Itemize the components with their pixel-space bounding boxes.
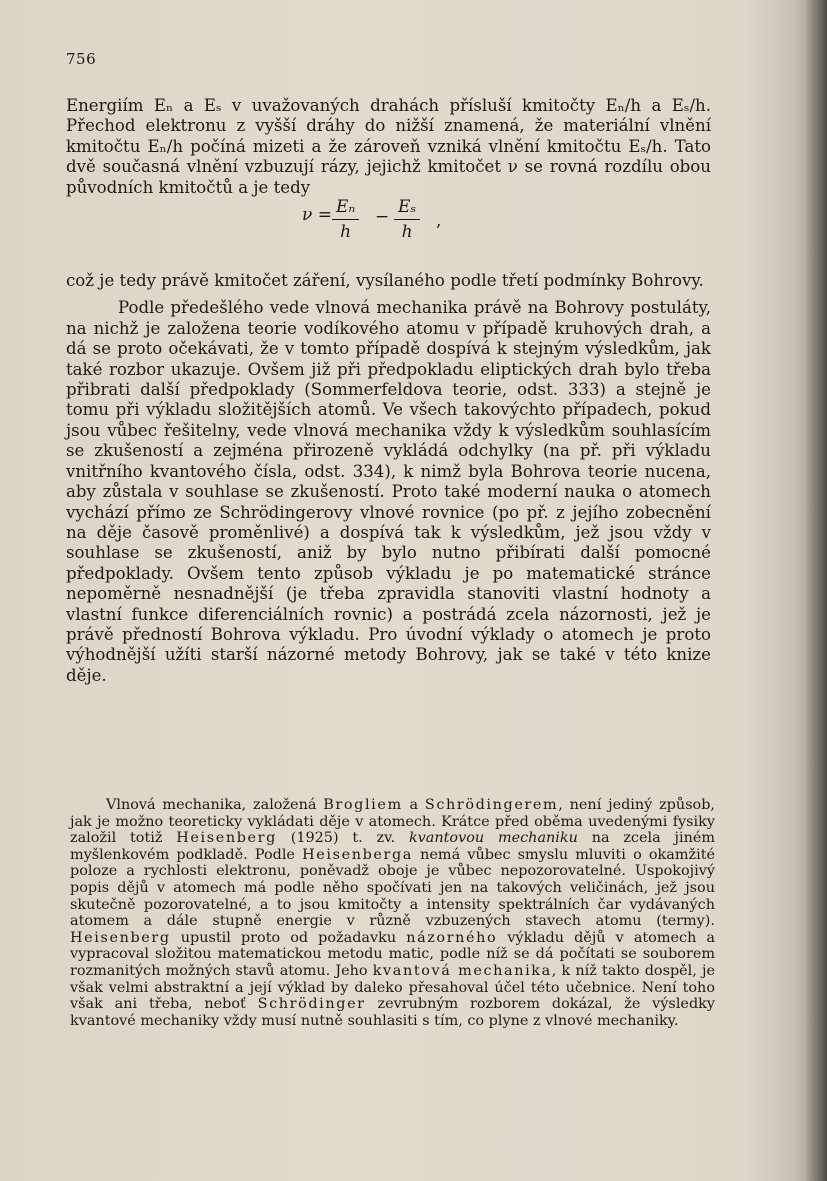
- note-text: a: [402, 797, 425, 813]
- formula-numerator-es: Eₛ: [394, 197, 420, 220]
- main-text: [66, 96, 711, 686]
- page-number: 756: [66, 50, 97, 68]
- note-emphasis-kvantova-mechanika: kvantová mechanika: [372, 962, 552, 979]
- note-italic-quantum-mechanics: kvantovou mechaniku: [408, 830, 578, 847]
- footnote-paragraph: [70, 797, 715, 1029]
- formula-denominator-h2: h: [401, 222, 413, 243]
- footnote-block: [70, 797, 715, 1029]
- formula-fraction-es: [394, 197, 420, 243]
- paragraph-wave-mechanics: Podle předešlého vede vlnová mechanika právě na Bohrovy postuláty, na nichž je založena teorie vodíkového atomu v případě kruhových drah, a dá se proto očekávati, že v tomto případě dospívá k stejným výsledkům, jak také rozbor ukazuje. Ovšem již při předpokladu eliptických drah bylo třeba přibrati další předpoklady (Sommerfeldova teorie, odst. 333) a stejně je tomu při výkladu složitějších atomů. Ve všech takovýchto případech, pokud jsou vůbec řešitelny, vede vlnová mechanika vždy k výsledkům souhlasícím se zkušeností a zejména přirozeně vykládá odchylky (na př. při výkladu vnitřního kvantového čísla, odst. 334), k nimž byla Bohrova teorie nucena, aby zůstala v souhlase se zkušeností. Proto také moderní nauka o atomech vychází přímo ze Schrödingerovy vlnové rovnice (po př. z jejího zobecnění na děje časově proměnlivé) a dospívá tak k výsledkům, jež jsou vždy v souhlase se zkušeností, aniž by bylo nutno přibírati další pomocné předpoklady. Ovšem tento způsob výkladu je po matematické stránce nepoměrně nesnadnější (je třeba zpravidla stanoviti vlastní hodnoty a vlastní funkce diferenciálních rovnic) a postrádá zcela názornosti, jež je právě předností Bohrova výkladu. Pro úvodní výklady o atomech je proto výhodnější užíti starší názorné metody Bohrovy, jak se také v této knize děje.: [66, 298, 711, 685]
- note-text: (1925) t. zv.: [276, 830, 409, 847]
- page-edge-shadow: [805, 0, 827, 1181]
- paragraph-energy-levels: Energiím Eₙ a Eₛ v uvažovaných drahách přísluší kmitočty Eₙ/h a Eₛ/h. Přechod elektronu z vyšší dráhy do nižší znamená, že materiální vlnění kmitočtu Eₙ/h počíná mizeti a že zároveň vzniká vlnění kmitočtu Eₛ/h. Tato dvě současná vlnění vzbuzují rázy, jejichž kmitočet ν se rovná rozdílu obou původních kmitočtů a je tedy: [66, 96, 711, 197]
- note-text: , k níž takto dospěl, je však velmi abstraktní a její výklad by daleko přesahoval účel této učebnice. Není toho však ani třeba, neboť: [70, 962, 715, 1013]
- note-text: upustil proto od požadavku: [170, 929, 407, 946]
- formula-fraction-en: [332, 197, 359, 243]
- note-text: výkladu dějů v atomech a vypracoval složitou matematickou metodu matic, podle níž se dá počítati se souborem rozmanitých možných stavů atomu. Jeho: [70, 929, 715, 979]
- formula-numerator-en: Eₙ: [332, 197, 359, 220]
- formula-minus: −: [375, 207, 390, 228]
- note-name-heisenberga: Heisenberga: [302, 846, 413, 863]
- note-name-schrodinger: Schrödingerem: [424, 797, 559, 813]
- formula-lhs: ν =: [302, 205, 332, 226]
- formula-denominator-h1: h: [340, 222, 352, 243]
- note-emphasis-nazorneho: názorného: [406, 929, 498, 946]
- note-text: , není jediný způsob, jak je možno teoreticky vykládati děje v atomech. Krátce před oběma uvedenými fysiky založil totiž: [70, 797, 715, 847]
- note-name-broglie: Brogliem: [323, 797, 403, 813]
- note-text: Vlnová mechanika, založená: [106, 797, 324, 813]
- note-text: zevrubným rozborem dokázal, že výsledky kvantové mechaniky vždy musí nutně souhlasiti s tím, co plyne z vlnové mechaniky.: [70, 996, 715, 1029]
- note-name-schrodinger-2: Schrödinger: [257, 996, 366, 1013]
- note-text: nemá vůbec smyslu mluviti o okamžité poloze a rychlosti elektronu, poněvadž oboje je vůbec nepozorovatelné. Uspokojivý popis dějů v atomech má podle něho spočívati jen na takových veličinách, jež jsou skutečně pozorovatelné, a to jsou kmitočty a intensity spektrálních čar vydávaných atomem a dále stupně energie v různě vzbuzených stavech atomu (termy).: [70, 846, 715, 930]
- note-name-heisenberg: Heisenberg: [176, 830, 277, 847]
- formula-comma: ,: [436, 211, 442, 232]
- note-text: na zcela jiném myšlenkovém podkladě. Podle: [70, 830, 715, 863]
- note-name-heisenberg-2: Heisenberg: [70, 929, 171, 946]
- paragraph-bohr-condition: což je tedy právě kmitočet záření, vysílaného podle třetí podmínky Bohrovy.: [66, 271, 704, 291]
- frequency-formula: [66, 197, 711, 267]
